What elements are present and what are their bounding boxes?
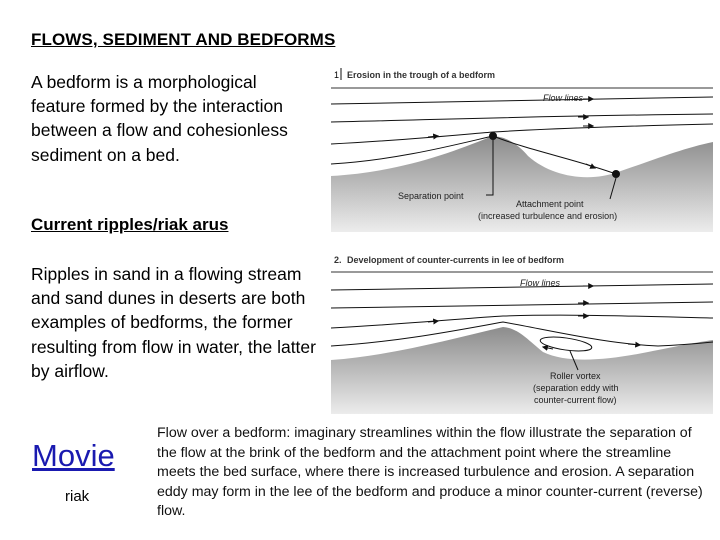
movie-link[interactable]: Movie: [32, 438, 115, 473]
flow-arrow-5: [586, 164, 595, 168]
flow-line-3: [331, 124, 713, 144]
flow-line-1: [331, 97, 713, 104]
roller-vortex-label-1: Roller vortex: [550, 371, 601, 381]
roller-vortex-label-2: (separation eddy with: [533, 383, 619, 393]
roller-vortex-label-3: counter-current flow): [534, 395, 617, 405]
figure-counter-current-diagram: [328, 252, 713, 414]
attachment-point-note: (increased turbulence and erosion): [478, 211, 618, 221]
bed-surface-2: [331, 327, 713, 414]
attachment-point-marker: [612, 170, 620, 178]
figure2-flow-lines-label: Flow lines: [520, 278, 561, 288]
figure1-number: 1: [334, 70, 340, 80]
figure1-flow-lines-label: Flow lines: [543, 93, 584, 103]
intro-paragraph: A bedform is a morphological feature formed by the interaction between a flow and cohesionless sediment on a bed.: [31, 72, 288, 165]
body-paragraph: Ripples in sand in a flowing stream and sand dunes in deserts are both examples of bedforms, the former resulting from flow in water, the latter by airflow.: [31, 264, 316, 381]
flow-line-2-3: [331, 315, 713, 328]
separation-point-label: Separation point: [398, 191, 464, 201]
movie-sublabel: riak: [65, 488, 90, 505]
flow-line-2-2: [331, 302, 713, 308]
figure1-title: Erosion in the trough of a bedform: [347, 70, 495, 80]
flow-arrow-2-5: [628, 344, 640, 345]
figure-caption: Flow over a bedform: imaginary streamlines within the flow illustrate the separation of the flow at the brink of the bedform and the attachment point where the streamline meets the bed surface, where there is increased turbulence and erosion. A separation eddy may form in the lee of the bedform and produce a minor counter-current (reverse) flow.: [157, 425, 703, 519]
slide-title: FLOWS, SEDIMENT AND BEDFORMS: [31, 30, 336, 49]
attachment-point-label: Attachment point: [516, 199, 584, 209]
flow-line-2: [331, 114, 713, 122]
separation-point-marker: [489, 132, 497, 140]
subheading: Current ripples/riak arus: [31, 215, 229, 234]
figure2-title: Development of counter-currents in lee of bedform: [347, 255, 565, 265]
figure2-number: 2.: [334, 255, 342, 265]
figure-erosion-diagram: [328, 64, 713, 232]
